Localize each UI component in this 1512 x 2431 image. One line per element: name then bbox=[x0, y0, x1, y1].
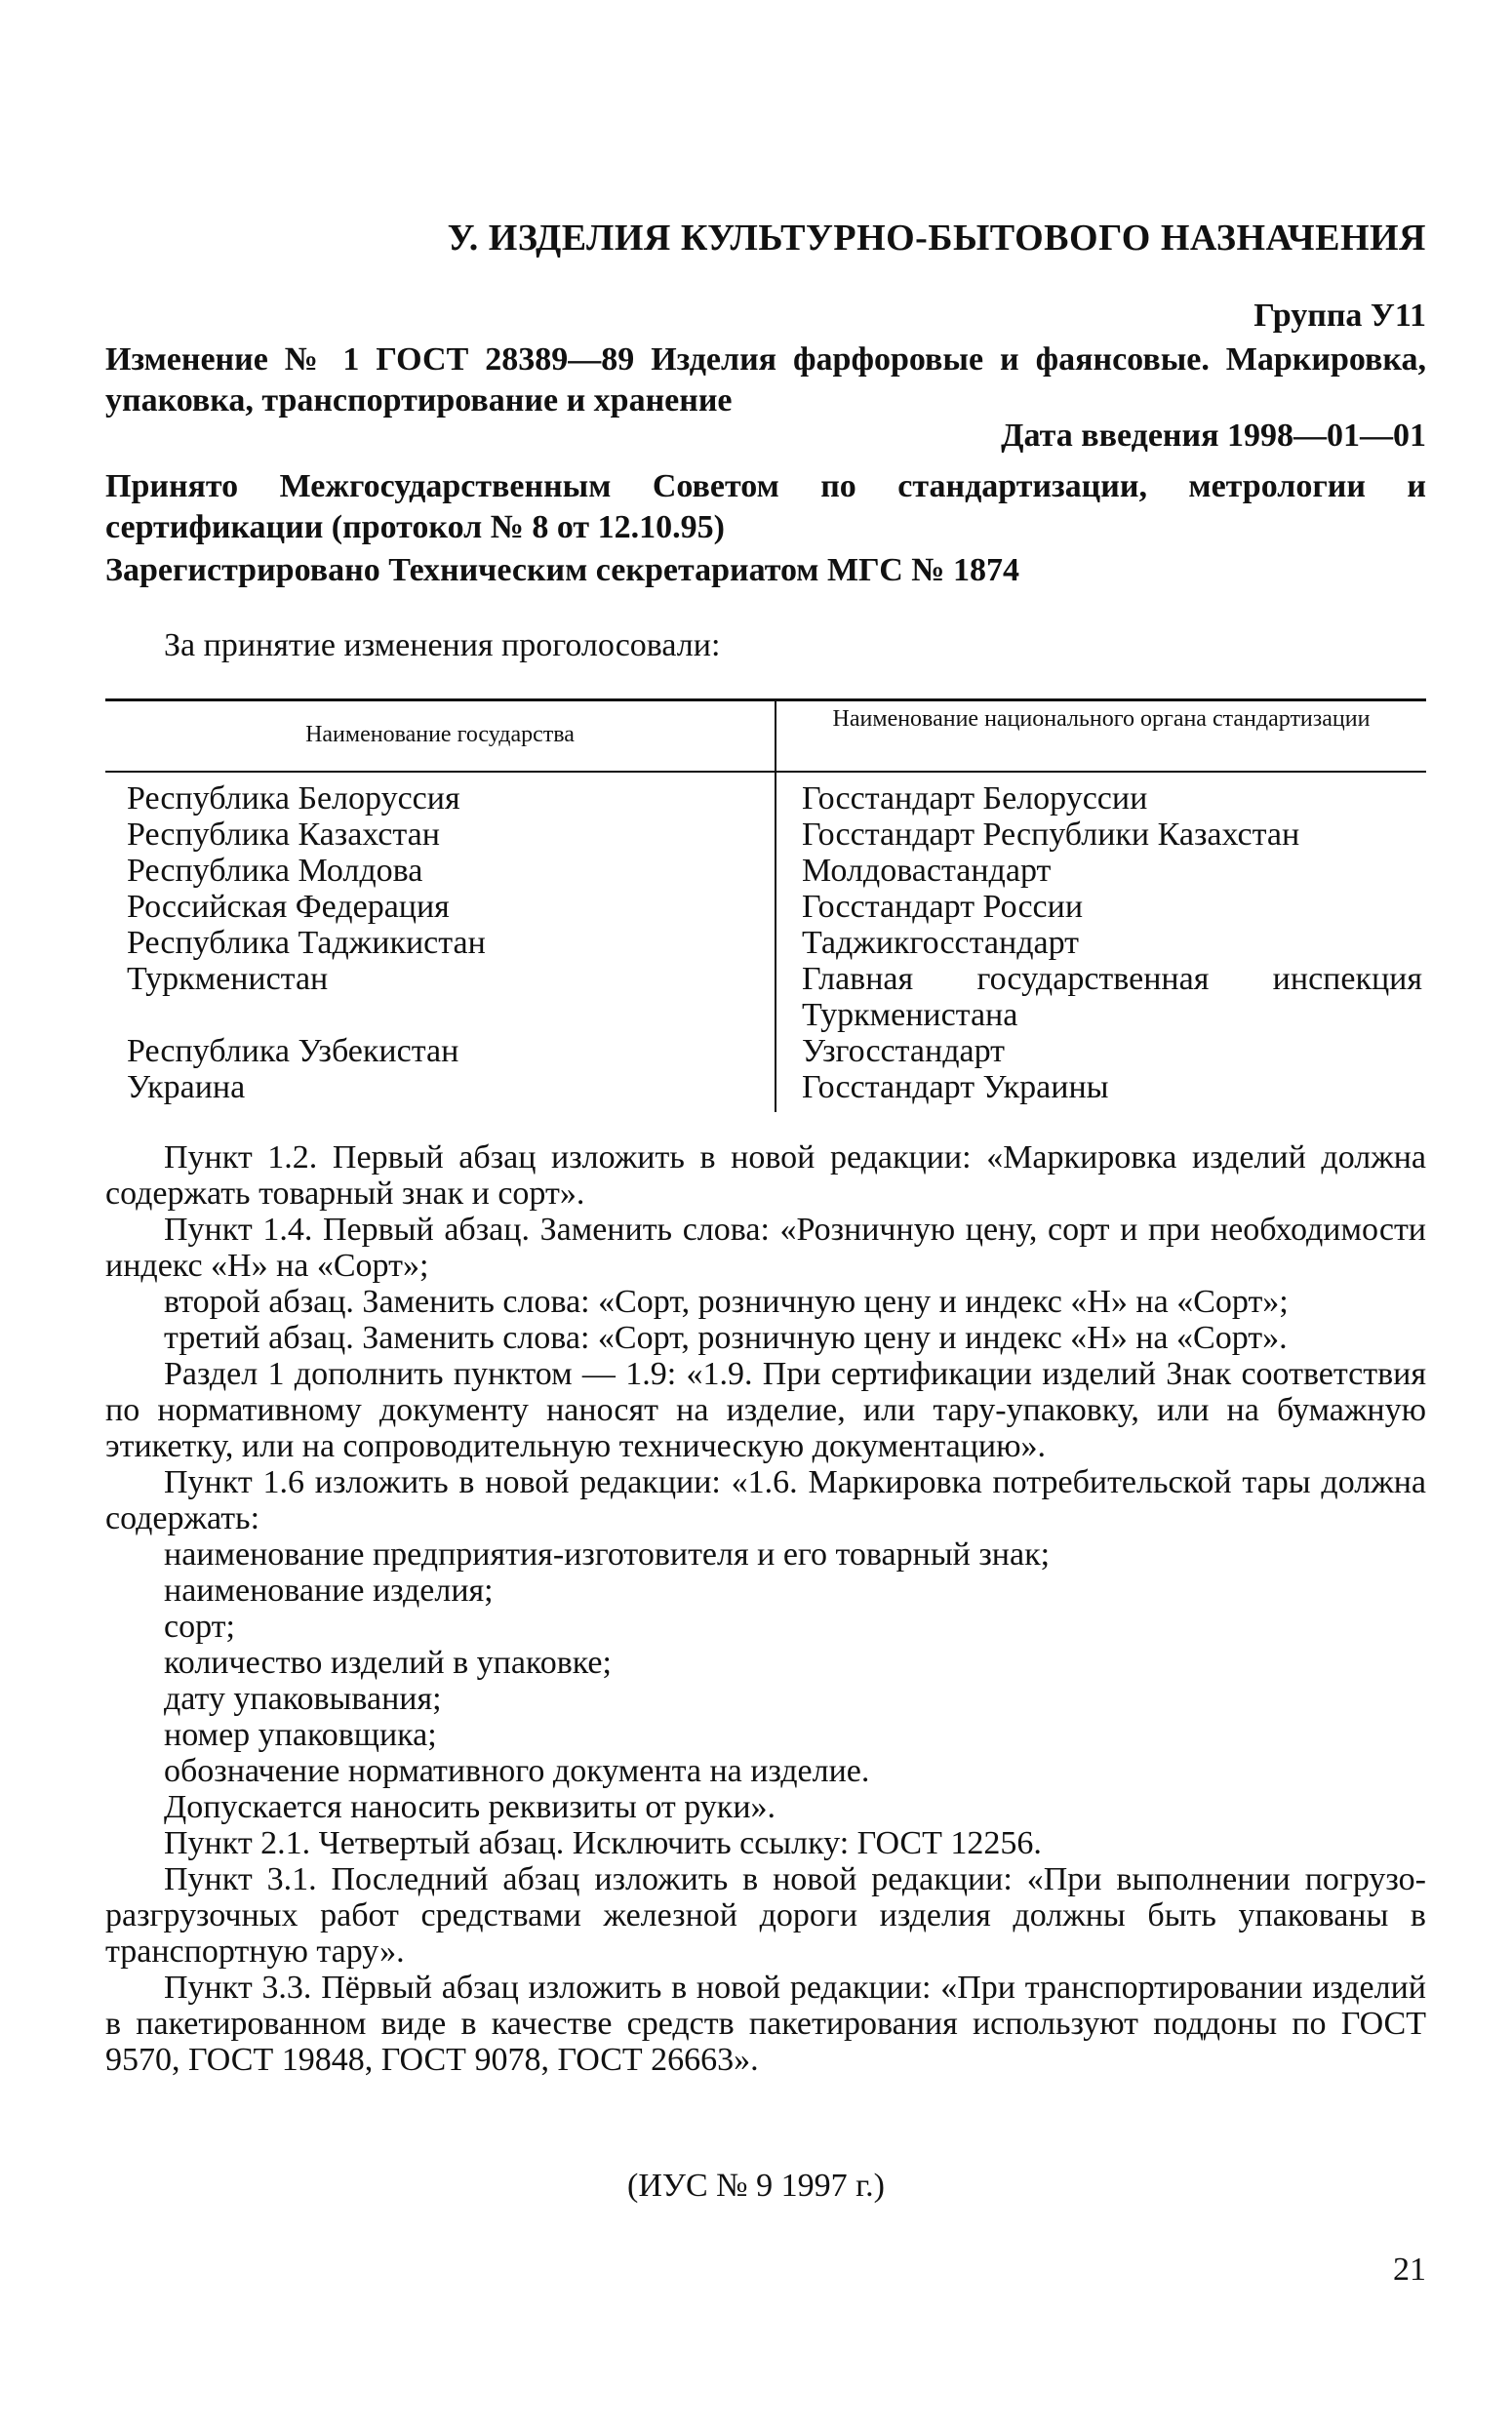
table-cell-organization: Молдовастандарт bbox=[802, 853, 1052, 889]
list-item: Допускается наносить реквизиты от руки». bbox=[164, 1789, 776, 1825]
table-cell-state: Республика Узбекистан bbox=[127, 1033, 459, 1069]
column-header-state: Наименование государства bbox=[305, 722, 575, 747]
column-header-organization: Наименование национального органа стандартизации bbox=[832, 706, 1371, 732]
intro-date: Дата введения 1998—01—01 bbox=[1001, 418, 1426, 454]
list-item: количество изделий в упаковке; bbox=[164, 1645, 612, 1681]
table-cell-state: Украина bbox=[127, 1069, 246, 1105]
table-cell-organization-continued: Туркменистана bbox=[802, 997, 1018, 1033]
list-item: номер упаковщика; bbox=[164, 1717, 437, 1753]
table-cell-state: Республика Казахстан bbox=[127, 817, 440, 853]
table-cell-state: Республика Белоруссия bbox=[127, 780, 460, 817]
list-item: обозначение нормативного документа на изделие. bbox=[164, 1753, 870, 1789]
table-cell-organization: Госстандарт России bbox=[802, 889, 1084, 925]
table-cell-state: Российская Федерация bbox=[127, 889, 450, 925]
table-cell-state: Республика Таджикистан bbox=[127, 925, 486, 961]
table-top-rule bbox=[105, 698, 1426, 701]
change-title: Изменение № 1 ГОСТ 28389—89 Изделия фарфоровые и фаянсовые. Маркировка, упаковка, транспортирование и хранение bbox=[105, 341, 1426, 418]
paragraph: второй абзац. Заменить слова: «Сорт, розничную цену и индекс «Н» на «Сорт»; bbox=[164, 1284, 1289, 1320]
source-reference: (ИУС № 9 1997 г.) bbox=[627, 2168, 885, 2204]
list-item: наименование предприятия-изготовителя и его товарный знак; bbox=[164, 1536, 1051, 1573]
table-cell-organization: Главная государственная инспекция bbox=[802, 961, 1422, 997]
table-cell-organization: Госстандарт Украины bbox=[802, 1069, 1109, 1105]
organization-column bbox=[802, 780, 1422, 1105]
paragraph: Пункт 3.1. Последний абзац изложить в новой редакции: «При выполнении погрузо-разгрузочных работ средствами железной дороги изделия должны быть упакованы в транспортную тару». bbox=[105, 1861, 1426, 1970]
section-title: У. ИЗДЕЛИЯ КУЛЬТУРНО-БЫТОВОГО НАЗНАЧЕНИЯ bbox=[447, 218, 1426, 259]
registration-note: Зарегистрировано Техническим секретариатом МГС № 1874 bbox=[105, 552, 1019, 588]
paragraph: Раздел 1 дополнить пунктом — 1.9: «1.9. При сертификации изделий Знак соответствия по нормативному документу наносят на изделие, или тару-упаковку, или на бумажную этикетку, или на сопроводительную техническую документацию». bbox=[105, 1356, 1426, 1464]
table-cell-state: Республика Молдова bbox=[127, 853, 423, 889]
paragraph: Пункт 1.2. Первый абзац изложить в новой редакции: «Маркировка изделий должна содержать товарный знак и сорт». bbox=[105, 1139, 1426, 1212]
list-item: сорт; bbox=[164, 1609, 235, 1645]
table-cell-organization: Таджикгосстандарт bbox=[802, 925, 1080, 961]
table-header-rule bbox=[105, 771, 1426, 773]
paragraph: третий абзац. Заменить слова: «Сорт, розничную цену и индекс «Н» на «Сорт». bbox=[164, 1320, 1288, 1356]
table-cell-organization: Госстандарт Белоруссии bbox=[802, 780, 1148, 817]
group-label: Группа У11 bbox=[1253, 298, 1426, 334]
table-cell-organization: Госстандарт Республики Казахстан bbox=[802, 817, 1300, 853]
paragraph: Пункт 3.3. Пёрвый абзац изложить в новой редакции: «При транспортировании изделий в пакетированном виде в качестве средств пакетирования используют поддоны по ГОСТ 9570, ГОСТ 19848, ГОСТ 9078, ГОСТ 26663». bbox=[105, 1970, 1426, 2078]
paragraph: Пункт 2.1. Четвертый абзац. Исключить ссылку: ГОСТ 12256. bbox=[164, 1825, 1042, 1861]
paragraph: Пункт 1.4. Первый абзац. Заменить слова: «Розничную цену, сорт и при необходимости индекс «Н» на «Сорт»; bbox=[105, 1212, 1426, 1284]
amendment-text bbox=[105, 1139, 1426, 2078]
table-cell-spacer bbox=[127, 997, 486, 1033]
paragraph: Пункт 1.6 изложить в новой редакции: «1.6. Маркировка потребительской тары должна содержать: bbox=[105, 1464, 1426, 1536]
voted-intro: За принятие изменения проголосовали: bbox=[164, 627, 721, 663]
list-item: дату упаковывания; bbox=[164, 1681, 442, 1717]
state-column bbox=[127, 780, 486, 1105]
list-item: наименование изделия; bbox=[164, 1573, 494, 1609]
adopted-note: Принято Межгосударственным Советом по стандартизации, метрологии и сертификации (протокол № 8 от 12.10.95) bbox=[105, 468, 1426, 545]
table-column-divider bbox=[775, 698, 776, 1112]
table-cell-organization: Узгосстандарт bbox=[802, 1033, 1006, 1069]
table-cell-state: Туркменистан bbox=[127, 961, 329, 997]
page-number: 21 bbox=[1393, 2252, 1426, 2288]
